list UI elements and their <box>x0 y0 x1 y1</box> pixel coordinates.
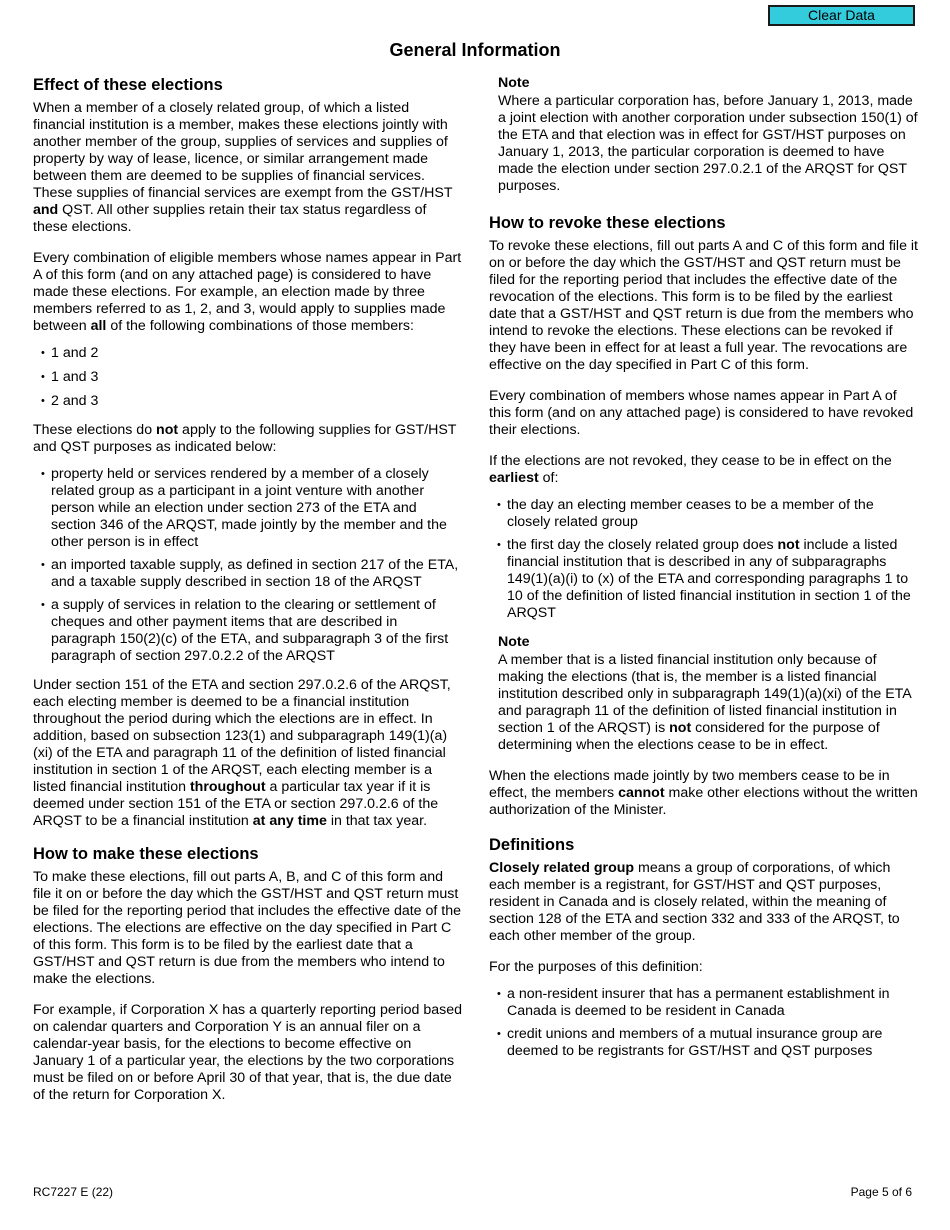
note-box <box>489 634 921 754</box>
make-heading: How to make these elections <box>33 845 259 863</box>
list-item: • the first day the closely related group does not include a listed financial institution that is described in any of subparagraphs 149(1)(a)(i) to (x) of the ETA and corresponding paragraphs 1 to 10 of the definition of listed financial institution in section 1 of the ARQST <box>497 537 921 622</box>
make-paragraph-1: To make these elections, fill out parts A, B, and C of this form and file it on or before the day which the GST/HST and QST return must be filed for the reporting period that includes the effective date of the elections. The elections are effective on the day specified in Part C of this form. This form is to be filed by the earliest date that a GST/HST and QST return is due from the members who intend to make the elections. <box>33 869 462 987</box>
revoke-paragraph-3: If the elections are not revoked, they cease to be in effect on the earliest of: <box>489 453 892 486</box>
revoke-heading: How to revoke these elections <box>489 214 726 232</box>
effect-heading: Effect of these elections <box>33 76 223 94</box>
note-title: Note <box>498 75 530 91</box>
combinations-list <box>33 345 463 410</box>
right-column <box>489 75 921 1072</box>
revoke-paragraph-1: To revoke these elections, fill out parts A and C of this form and file it on or before the day which the GST/HST and QST return must be filed for the reporting period that includes the effective date of the revocation of the elections. This form is to be filed by the earliest date that a GST/HST and QST return is due from the members who intend to revoke the elections. These elections can be revoked if they have been in effect for at least a full year. The revocations are effective on the day specified in Part C of this form. <box>489 238 918 373</box>
list-item: • property held or services rendered by a member of a closely related group as a participant in a joint venture with another person while an election under section 273 of the ETA and section 346 of the ARQST, made jointly by the member and the other person is in effect <box>41 466 463 551</box>
definition-list <box>489 986 921 1060</box>
definition-paragraph: Closely related group means a group of corporations, of which each member is a registrant, for GST/HST and QST purposes, resident in Canada and is closely related, within the meaning of section 128 of the ETA and section 332 and 333 of the ARQST, to each other member of the group. <box>489 860 900 944</box>
note-text: A member that is a listed financial institution only because of making the elections (that is, the member is a listed financial institution described only in subparagraph 149(1)(a)(xi) of the ETA and paragraph 11 of the definition of listed financial institution in section 1 of the ARQST) is not considered for the purpose of determining when the elections cease to be in effect. <box>498 652 911 753</box>
effect-paragraph-4: Under section 151 of the ETA and section 297.0.2.6 of the ARQST, each electing member is deemed to be a financial institution throughout the period during which the elections are in effect. In addition, based on subsection 123(1) and subparagraph 149(1)(a)(xi) of the ETA and paragraph 11 of the definition of listed financial institution in section 1 of the ARQST, each electing member is a listed financial institution throughout a particular tax year if it is deemed under section 151 of the ETA or section 297.0.2.6 of the ARQST to be a financial institution at any time in that tax year. <box>33 677 451 829</box>
page-title: General Information <box>389 40 561 60</box>
revoke-paragraph-2: Every combination of members whose names appear in Part A of this form (and on any attached page) is considered to have revoked their elections. <box>489 388 914 438</box>
make-paragraph-2: For example, if Corporation X has a quarterly reporting period based on calendar quarters and Corporation Y is an annual filer on a calendar-year basis, for the elections to become effective on January 1 of a particular year, the elections by the two corporations must be filed on or before April 30 of that year, that is, the due date of the return for Corporation X. <box>33 1002 463 1103</box>
clear-data-button[interactable]: Clear Data <box>768 5 915 26</box>
list-item: • the day an electing member ceases to be a member of the closely related group <box>497 497 921 531</box>
effect-paragraph-2: Every combination of eligible members whose names appear in Part A of this form (and on any attached page) is considered to have made these elections. For example, an election made by three members referred to as 1, 2, and 3, would apply to supplies made between all of the following combinations of those members: <box>33 250 462 334</box>
revoke-paragraph-4: When the elections made jointly by two members cease to be in effect, the members cannot make other elections without the written authorization of the Minister. <box>489 768 918 818</box>
effect-paragraph-3: These elections do not apply to the following supplies for GST/HST and QST purposes as indicated below: <box>33 422 457 455</box>
cease-list <box>489 497 921 622</box>
form-id: RC7227 E (22) <box>33 1185 114 1199</box>
list-item: • credit unions and members of a mutual insurance group are deemed to be registrants for GST/HST and QST purposes <box>497 1026 921 1060</box>
list-item: • 1 and 3 <box>41 369 463 386</box>
page-number: Page 5 of 6 <box>850 1185 912 1199</box>
note-text: Where a particular corporation has, before January 1, 2013, made a joint election with another corporation under subsection 150(1) of the ETA and that election was in effect for GST/HST purposes on January 1, 2013, the particular corporation is deemed to have made the election under section 297.0.2.1 of the ARQST for QST purposes. <box>498 93 918 194</box>
list-item: • 2 and 3 <box>41 393 463 410</box>
note-title: Note <box>498 634 530 650</box>
list-item: • 1 and 2 <box>41 345 463 362</box>
effect-paragraph-1: When a member of a closely related group, of which a listed financial institution is a member, makes these elections jointly with another member of the group, supplies of services and supplies of property by way of lease, licence, or similar arrangement made between them are deemed to be supplies of financial services. These supplies of financial services are exempt from the GST/HST and QST. All other supplies retain their tax status regardless of these elections. <box>33 100 453 235</box>
purposes-paragraph: For the purposes of this definition: <box>489 959 703 975</box>
list-item: • an imported taxable supply, as defined in section 217 of the ETA, and a taxable supply described in section 18 of the ARQST <box>41 557 463 591</box>
left-column <box>33 75 463 1118</box>
list-item: • a supply of services in relation to the clearing or settlement of cheques and other payment items that are described in paragraph 150(2)(c) of the ETA, and subparagraph 3 of the first paragraph of section 297.0.2.2 of the ARQST <box>41 597 463 665</box>
definitions-heading: Definitions <box>489 836 575 854</box>
list-item: • a non-resident insurer that has a permanent establishment in Canada is deemed to be resident in Canada <box>497 986 921 1020</box>
note-box <box>489 75 921 195</box>
exclusions-list <box>33 466 463 665</box>
